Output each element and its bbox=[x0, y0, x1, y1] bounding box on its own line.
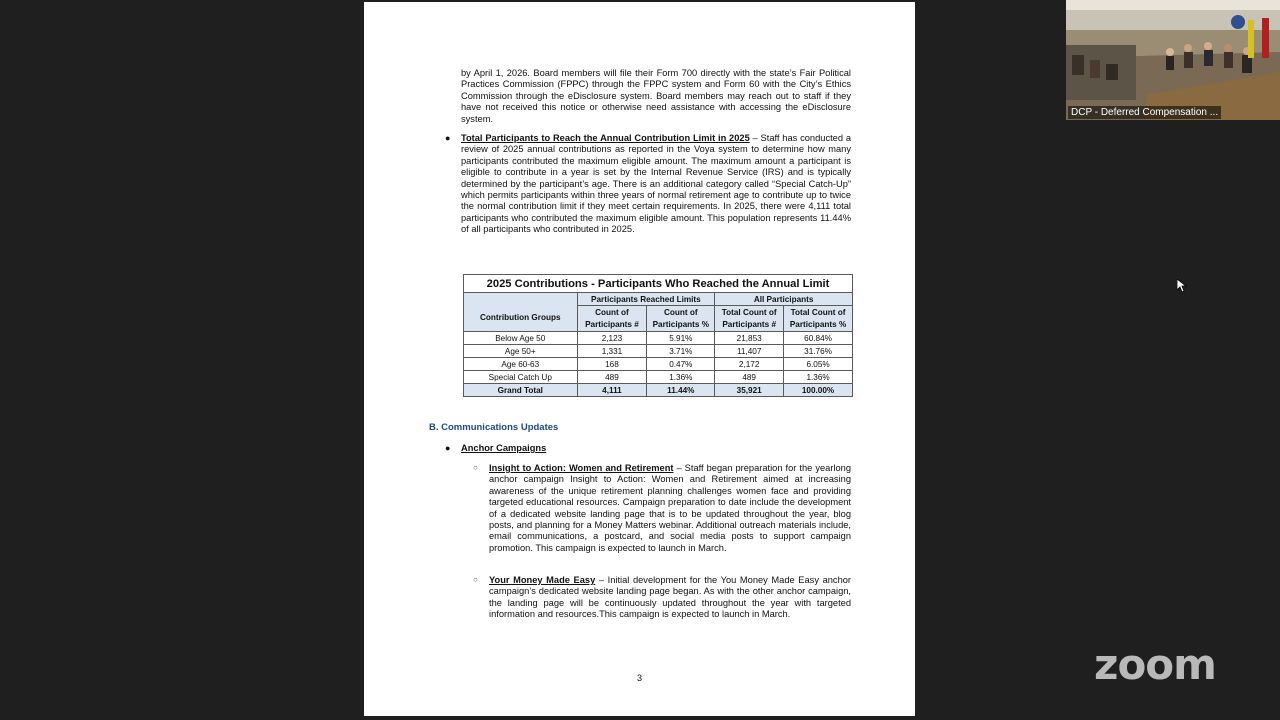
table-cell: 60.84% bbox=[784, 332, 853, 345]
col-header-pct: Count of Participants % bbox=[647, 306, 715, 332]
participant-name-label: DCP - Deferred Compensation ... bbox=[1068, 106, 1221, 119]
table-cell: Below Age 50 bbox=[464, 332, 578, 345]
participant-video-tile[interactable] bbox=[1066, 0, 1280, 120]
contribution-limit-paragraph bbox=[461, 133, 851, 236]
anchor-campaigns-heading: Anchor Campaigns bbox=[461, 443, 547, 453]
money-made-easy-paragraph bbox=[489, 575, 851, 621]
section-heading: B. Communications Updates bbox=[429, 422, 559, 433]
intro-paragraph: by April 1, 2026. Board members will file their Form 700 directly with the state’s Fair Political Practices Commission (FPPC) through the FPPC system and Form 60 with the City’s Ethics Commission through the eDisclosure system. Board members may reach out to staff if they have not received this notice or otherwise need assistance with accessing the eDisclosure system. bbox=[461, 68, 851, 124]
table-row bbox=[464, 332, 853, 345]
table-cell: 1.36% bbox=[647, 371, 715, 384]
table-cell: 4,111 bbox=[577, 384, 647, 397]
col-header-total-pct: Total Count of Participants % bbox=[784, 306, 853, 332]
table-cell: Grand Total bbox=[464, 384, 578, 397]
bullet-marker: ● bbox=[445, 133, 451, 143]
col-header-total-count: Total Count of Participants # bbox=[715, 306, 784, 332]
contributions-table bbox=[463, 274, 853, 397]
shared-document-page bbox=[364, 2, 915, 716]
insight-to-action-title: Insight to Action: Women and Retirement bbox=[489, 463, 674, 473]
contribution-limit-title: Total Participants to Reach the Annual Contribution Limit in 2025 bbox=[461, 133, 750, 143]
zoom-logo: zoom bbox=[1094, 640, 1216, 689]
sub-bullet-marker: ○ bbox=[473, 463, 478, 472]
meeting-room-video-image bbox=[1066, 0, 1280, 120]
table-cell: Age 50+ bbox=[464, 345, 578, 358]
table-cell: 11.44% bbox=[647, 384, 715, 397]
table-cell: 11,407 bbox=[715, 345, 784, 358]
table-cell: 168 bbox=[577, 358, 647, 371]
money-made-easy-body: – Initial development for the You Money Made Easy anchor campaign’s dedicated website landing page began. As with the other anchor campaign, the landing page will be continuously updated throughout the year with targeted information and resources.This campaign is expected to launch in March. bbox=[489, 575, 852, 620]
table-cell: 2,123 bbox=[577, 332, 647, 345]
table-row bbox=[464, 371, 853, 384]
table-cell: 100.00% bbox=[784, 384, 853, 397]
table-cell: 489 bbox=[715, 371, 784, 384]
bullet-marker: ● bbox=[445, 443, 451, 453]
table-cell: 5.91% bbox=[647, 332, 715, 345]
table-cell: 489 bbox=[577, 371, 647, 384]
col-header-groups: Contribution Groups bbox=[464, 306, 578, 332]
table-cell: 35,921 bbox=[715, 384, 784, 397]
insight-to-action-paragraph bbox=[489, 463, 851, 554]
mouse-cursor-icon bbox=[1177, 279, 1187, 293]
contribution-limit-body: – Staff has conducted a review of 2025 annual contributions as reported in the Voya system to determine how many participants contributed the maximum eligible amount. The maximum amount a participant is eligible to contribute in a year is set by the Internal Revenue Service (IRS) and is typically determined by the participant’s age. There is an additional category called “Special Catch-Up” which permits participants within three years of normal retirement age to contribute up to twice the normal contribution limit if they meet certain requirements. In 2025, there were 4,111 total participants who contributed the maximum eligible amount. This population represents 11.44% of all participants who contributed in 2025. bbox=[461, 133, 851, 235]
col-header-count: Count of Participants # bbox=[577, 306, 647, 332]
money-made-easy-title: Your Money Made Easy bbox=[489, 575, 596, 585]
table-cell: Special Catch Up bbox=[464, 371, 578, 384]
sub-bullet-marker: ○ bbox=[473, 575, 478, 584]
table-cell: 21,853 bbox=[715, 332, 784, 345]
table-cell: 3.71% bbox=[647, 345, 715, 358]
page-number: 3 bbox=[636, 673, 642, 683]
table-group-spacer bbox=[464, 293, 578, 306]
insight-to-action-body: – Staff began preparation for the yearlong anchor campaign Insight to Action: Women and Retirement aimed at increasing awareness of the unique retirement planning challenges women face and providing targeted educational resources. Campaign preparation to date include the development of a dedicated website landing page that is to be updated throughout the year, blog posts, and planning for a Money Matters webinar. Additional outreach materials include, email communications, a postcard, and social media posts to support campaign promotion. This campaign is expected to launch in March. bbox=[489, 463, 851, 553]
table-cell: 1,331 bbox=[577, 345, 647, 358]
table-total-row bbox=[464, 384, 853, 397]
table-cell: 31.76% bbox=[784, 345, 853, 358]
table-title: 2025 Contributions - Participants Who Reached the Annual Limit bbox=[464, 275, 853, 293]
group-header-reached: Participants Reached Limits bbox=[577, 293, 715, 306]
table-cell: 6.05% bbox=[784, 358, 853, 371]
table-cell: 0.47% bbox=[647, 358, 715, 371]
table-row bbox=[464, 345, 853, 358]
group-header-all: All Participants bbox=[715, 293, 853, 306]
table-cell: Age 60-63 bbox=[464, 358, 578, 371]
table-cell: 1.36% bbox=[784, 371, 853, 384]
table-row bbox=[464, 358, 853, 371]
table-cell: 2,172 bbox=[715, 358, 784, 371]
